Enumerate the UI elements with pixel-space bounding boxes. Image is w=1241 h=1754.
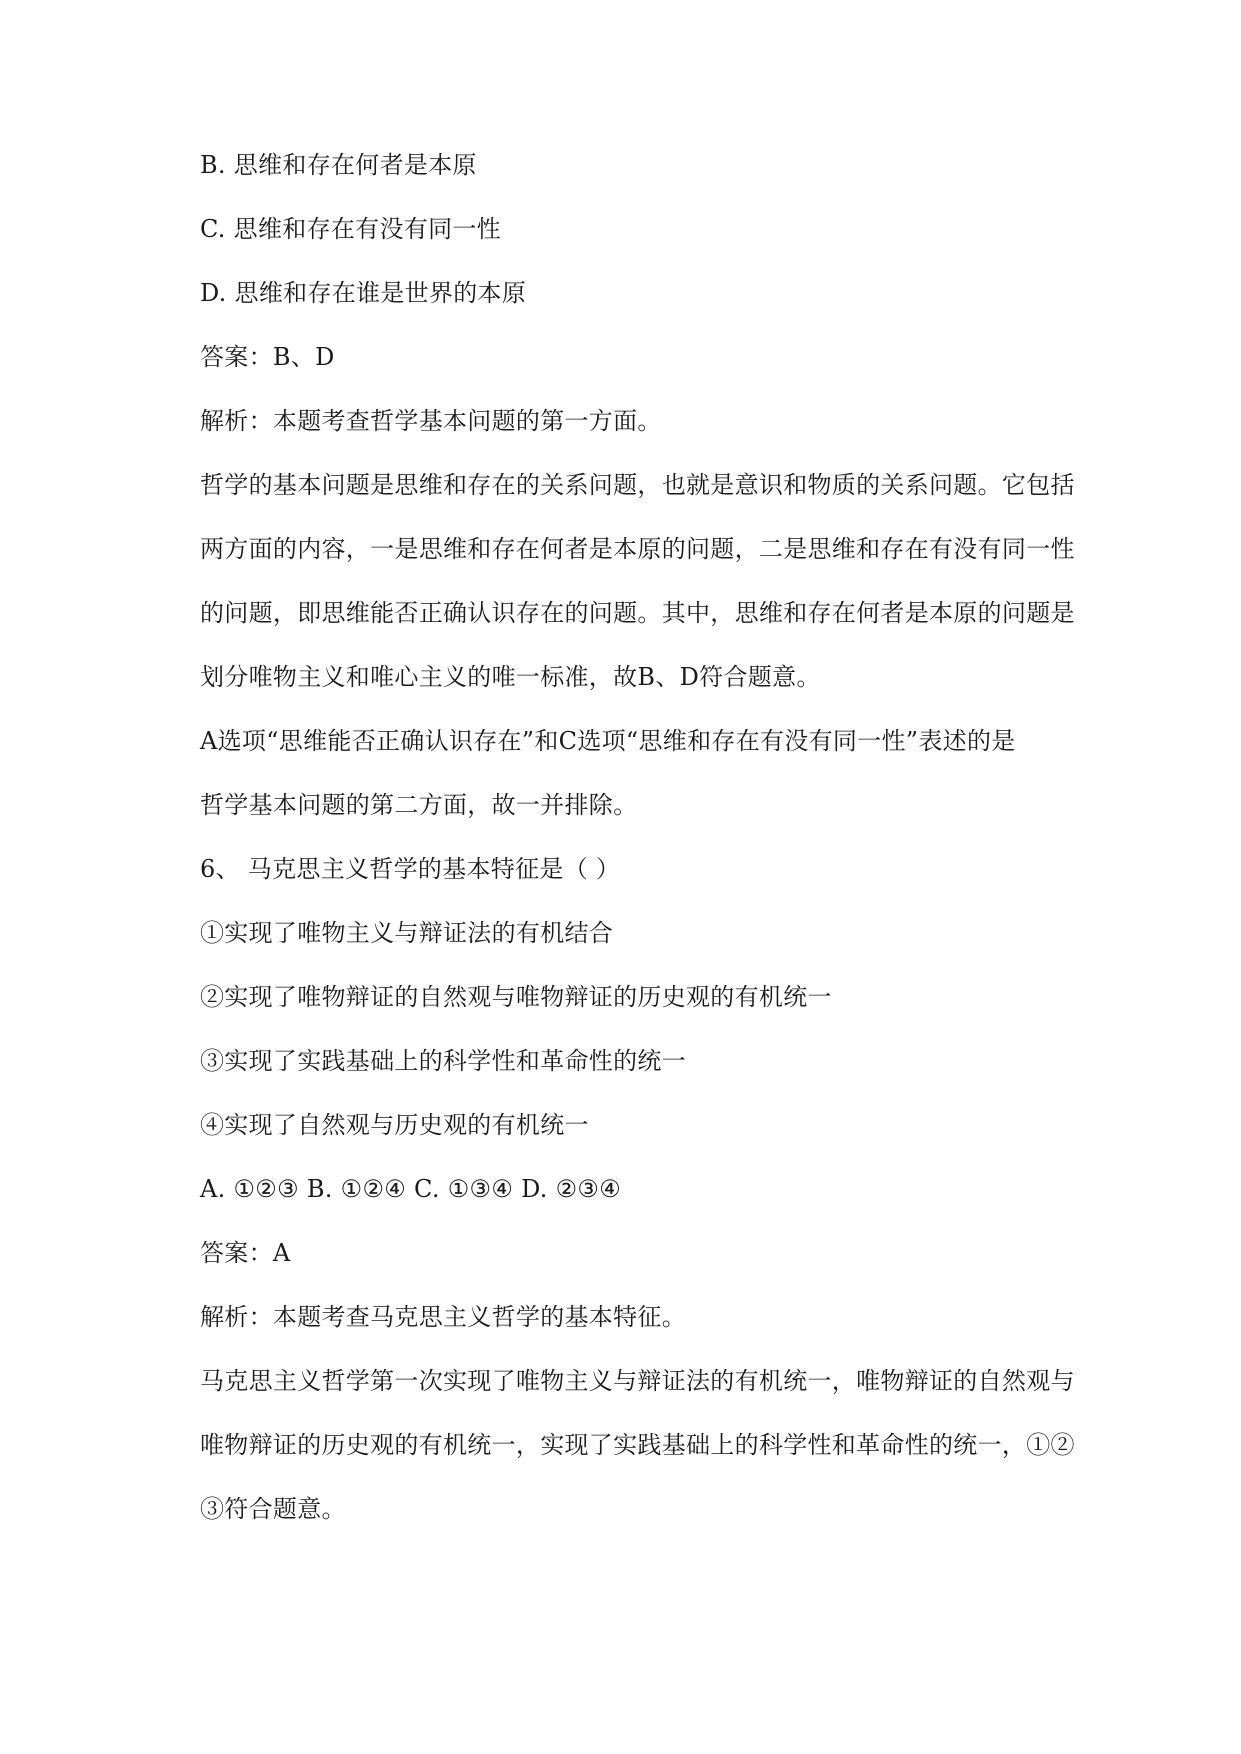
- option-c: C. 思维和存在有没有同一性: [200, 215, 501, 243]
- analysis-para1-line1: 哲学的基本问题是思维和存在的关系问题，也就是意识和物质的关系问题。它包括: [200, 471, 1075, 499]
- question6-choices: A. ①②③ B. ①②④ C. ①③④ D. ②③④: [200, 1175, 622, 1203]
- question6-analysis-line2: 唯物辩证的历史观的有机统一，实现了实践基础上的科学性和革命性的统一，①②: [200, 1431, 1075, 1459]
- question6-answer: 答案：A: [200, 1239, 291, 1267]
- question6-statement-4: ④实现了自然观与历史观的有机统一: [200, 1111, 589, 1139]
- question6-statement-1: ①实现了唯物主义与辩证法的有机结合: [200, 919, 614, 947]
- question6-statement-2: ②实现了唯物辩证的自然观与唯物辩证的历史观的有机统一: [200, 983, 832, 1011]
- question6-analysis-title: 解析：本题考查马克思主义哲学的基本特征。: [200, 1303, 686, 1331]
- option-b: B. 思维和存在何者是本原: [200, 151, 477, 179]
- analysis-para1-line4: 划分唯物主义和唯心主义的唯一标准，故B、D符合题意。: [200, 663, 821, 691]
- question6-statement-3: ③实现了实践基础上的科学性和革命性的统一: [200, 1047, 686, 1075]
- analysis-para1-line3: 的问题，即思维能否正确认识存在的问题。其中，思维和存在何者是本原的问题是: [200, 599, 1075, 627]
- question6-analysis-line1: 马克思主义哲学第一次实现了唯物主义与辩证法的有机统一，唯物辩证的自然观与: [200, 1367, 1075, 1395]
- option-d: D. 思维和存在谁是世界的本原: [200, 279, 527, 307]
- question6-stem: 6、 马克思主义哲学的基本特征是（ ）: [200, 855, 621, 883]
- answer-prev: 答案：B、D: [200, 343, 335, 371]
- analysis-para2-line1: A选项“思维能否正确认识存在”和C选项“思维和存在有没有同一性”表述的是: [200, 727, 1016, 755]
- analysis-title-prev: 解析：本题考查哲学基本问题的第一方面。: [200, 407, 662, 435]
- analysis-para2-line2: 哲学基本问题的第二方面，故一并排除。: [200, 791, 638, 819]
- question6-analysis-line3: ③符合题意。: [200, 1495, 346, 1523]
- document-body: [200, 148, 1085, 1556]
- analysis-para1-line2: 两方面的内容，一是思维和存在何者是本原的问题，二是思维和存在有没有同一性: [200, 535, 1075, 563]
